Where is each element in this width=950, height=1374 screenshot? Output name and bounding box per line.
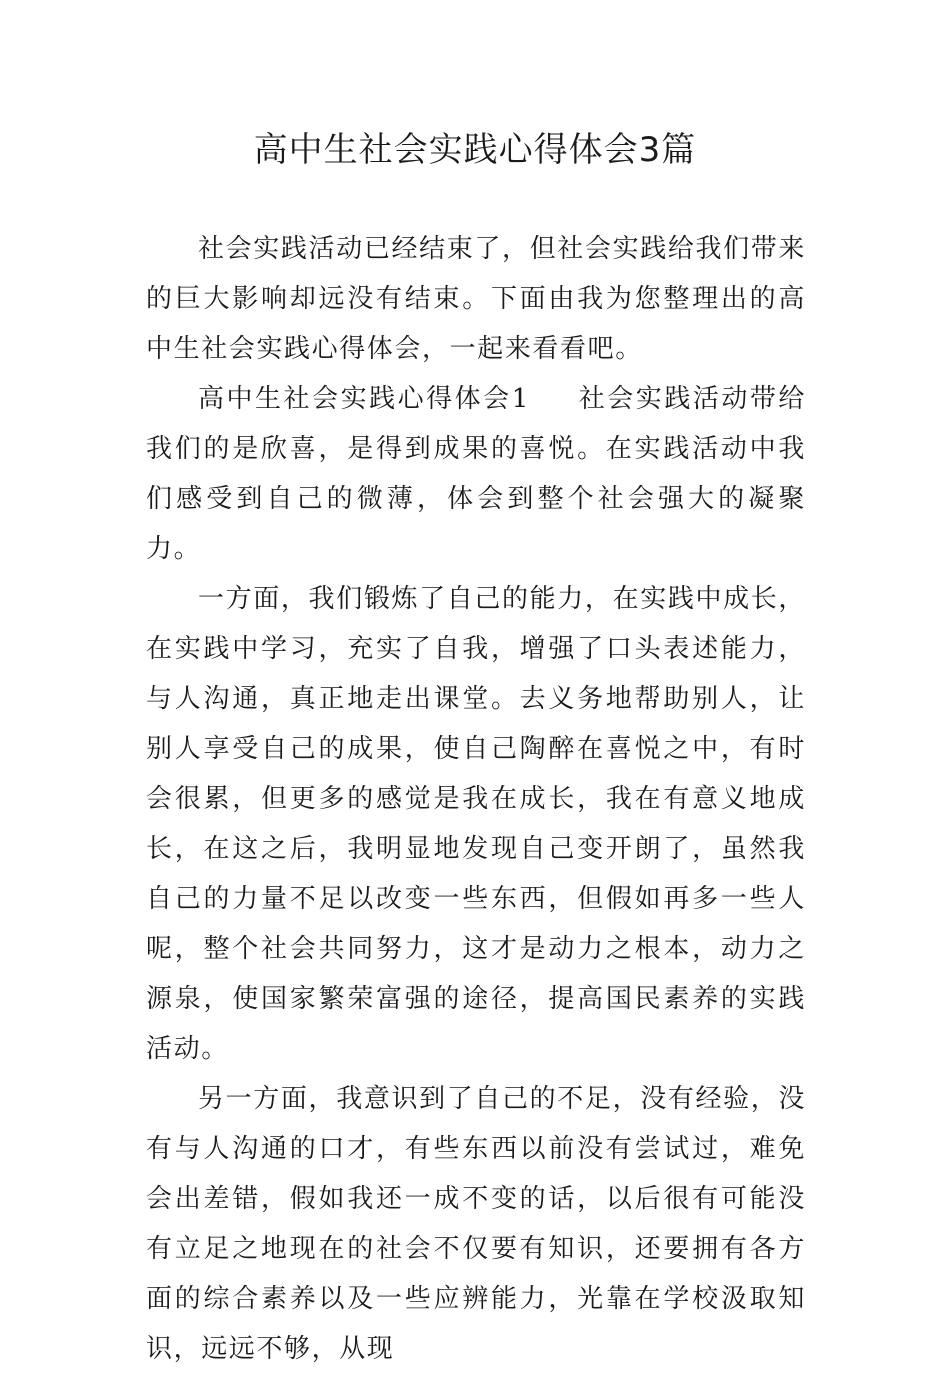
paragraph-shortcomings: 另一方面，我意识到了自己的不足，没有经验，没有与人沟通的口才，有些东西以前没有尝试过，难免会出差错，假如我还一成不变的话，以后很有可能没有立足之地现在的社会不仅要有知识，还要拥有各方面的综合素养以及一些应辨能力，光靠在学校汲取知识，远远不够，从现 — [146, 1084, 806, 1364]
document-title: 高中生社会实践心得体会3篇 — [253, 130, 697, 170]
document-body — [146, 224, 806, 1374]
section1-text: 社会实践活动带给我们的是欣喜，是得到成果的喜悦。在实践活动中我们感受到自己的微薄，体会到整个社会强大的凝聚力。 — [146, 384, 806, 564]
paragraph-ability: 一方面，我们锻炼了自己的能力，在实践中成长，在实践中学习，充实了自我，增强了口头表述能力，与人沟通，真正地走出课堂。去义务地帮助别人，让别人享受自己的成果，使自己陶醉在喜悦之中，有时会很累，但更多的感觉是我在成长，我在有意义地成长，在这之后，我明显地发现自己变开朗了，虽然我自己的力量不足以改变一些东西，但假如再多一些人呢，整个社会共同努力，这才是动力之根本，动力之源泉，使国家繁荣富强的途径，提高国民素养的实践活动。 — [146, 584, 806, 1064]
section1-heading: 高中生社会实践心得体会1 — [198, 384, 530, 414]
section1-paragraph — [146, 374, 806, 574]
intro-paragraph: 社会实践活动已经结束了，但社会实践给我们带来的巨大影响却远没有结束。下面由我为您整理出的高中生社会实践心得体会，一起来看看吧。 — [146, 234, 806, 364]
